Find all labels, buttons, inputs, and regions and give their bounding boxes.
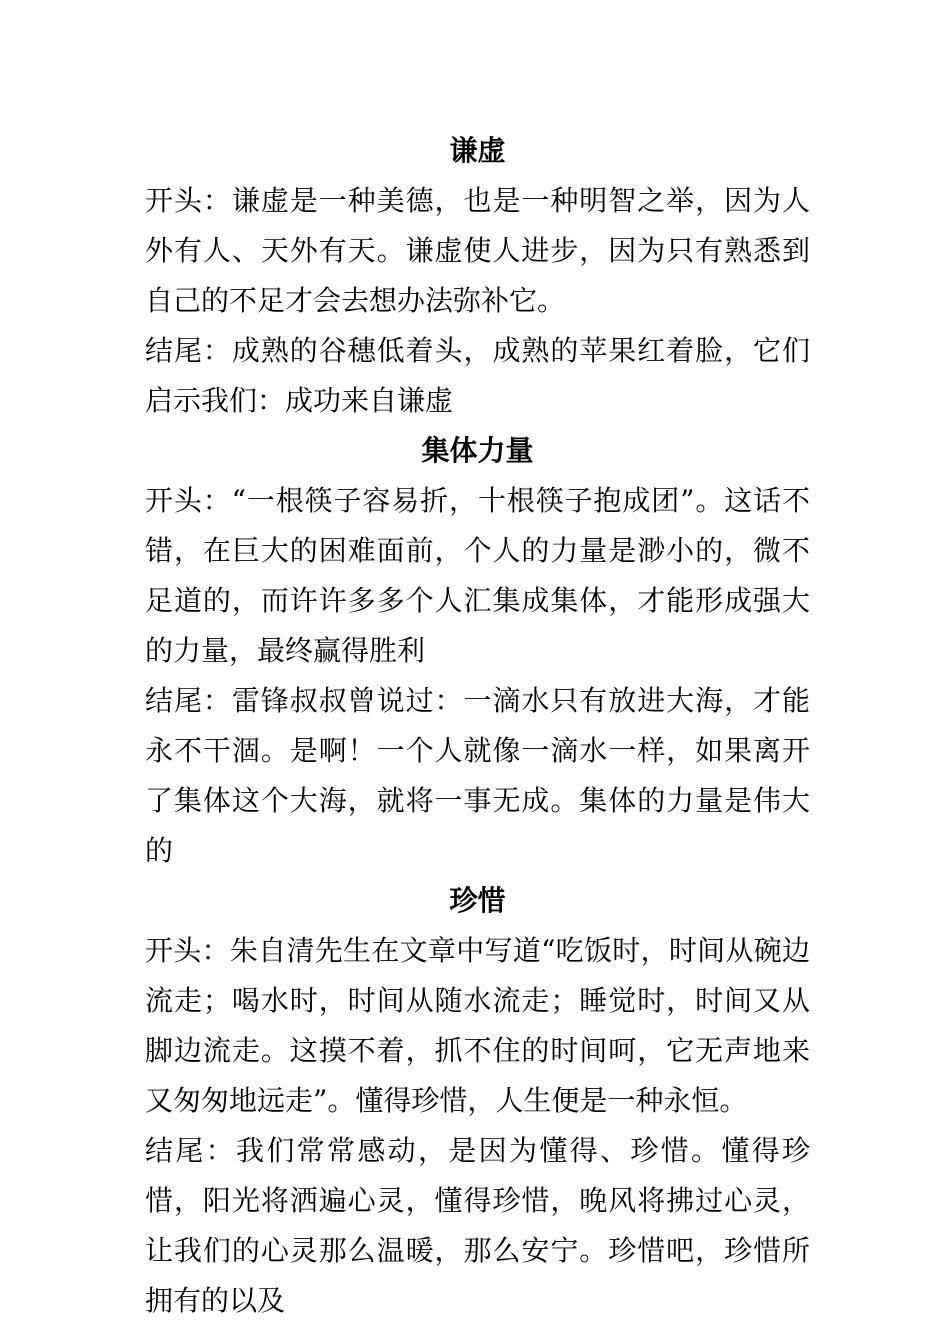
opening-paragraph: 开头：朱自清先生在文章中写道“吃饭时，时间从碗边流走；喝水时，时间从随水流走；睡觉时，时间又从脚边流走。这摸不着，抓不住的时间呵，它无声地来又匆匆地远走”。懂得珍惜，人生便是一种永恒。 bbox=[145, 934, 810, 1117]
ending-paragraph: 结尾：我们常常感动，是因为懂得、珍惜。懂得珍惜，阳光将洒遍心灵，懂得珍惜，晚风将拂过心灵，让我们的心灵那么温暖，那么安宁。珍惜吧，珍惜所拥有的以及 bbox=[145, 1134, 810, 1317]
section-humility bbox=[145, 126, 810, 426]
ending-paragraph: 结尾：雷锋叔叔曾说过：一滴水只有放进大海，才能永不干涸。是啊！一个人就像一滴水一样，如果离开了集体这个大海，就将一事无成。集体的力量是伟大的 bbox=[145, 684, 810, 867]
opening-paragraph: 开头：“一根筷子容易折，十根筷子抱成团”。这话不错，在巨大的困难面前，个人的力量是渺小的，微不足道的，而许许多多个人汇集成集体，才能形成强大的力量，最终赢得胜利 bbox=[145, 484, 810, 667]
opening-paragraph: 开头：谦虚是一种美德，也是一种明智之举，因为人外有人、天外有天。谦虚使人进步，因为只有熟悉到自己的不足才会去想办法弥补它。 bbox=[145, 184, 810, 317]
section-cherish bbox=[145, 876, 810, 1326]
section-title: 珍惜 bbox=[449, 884, 506, 917]
document-body bbox=[145, 126, 810, 1326]
section-title: 谦虚 bbox=[449, 134, 506, 167]
section-collective-strength bbox=[145, 426, 810, 876]
ending-paragraph: 结尾：成熟的谷穗低着头，成熟的苹果红着脸，它们启示我们：成功来自谦虚 bbox=[145, 334, 810, 417]
section-title: 集体力量 bbox=[421, 434, 534, 467]
